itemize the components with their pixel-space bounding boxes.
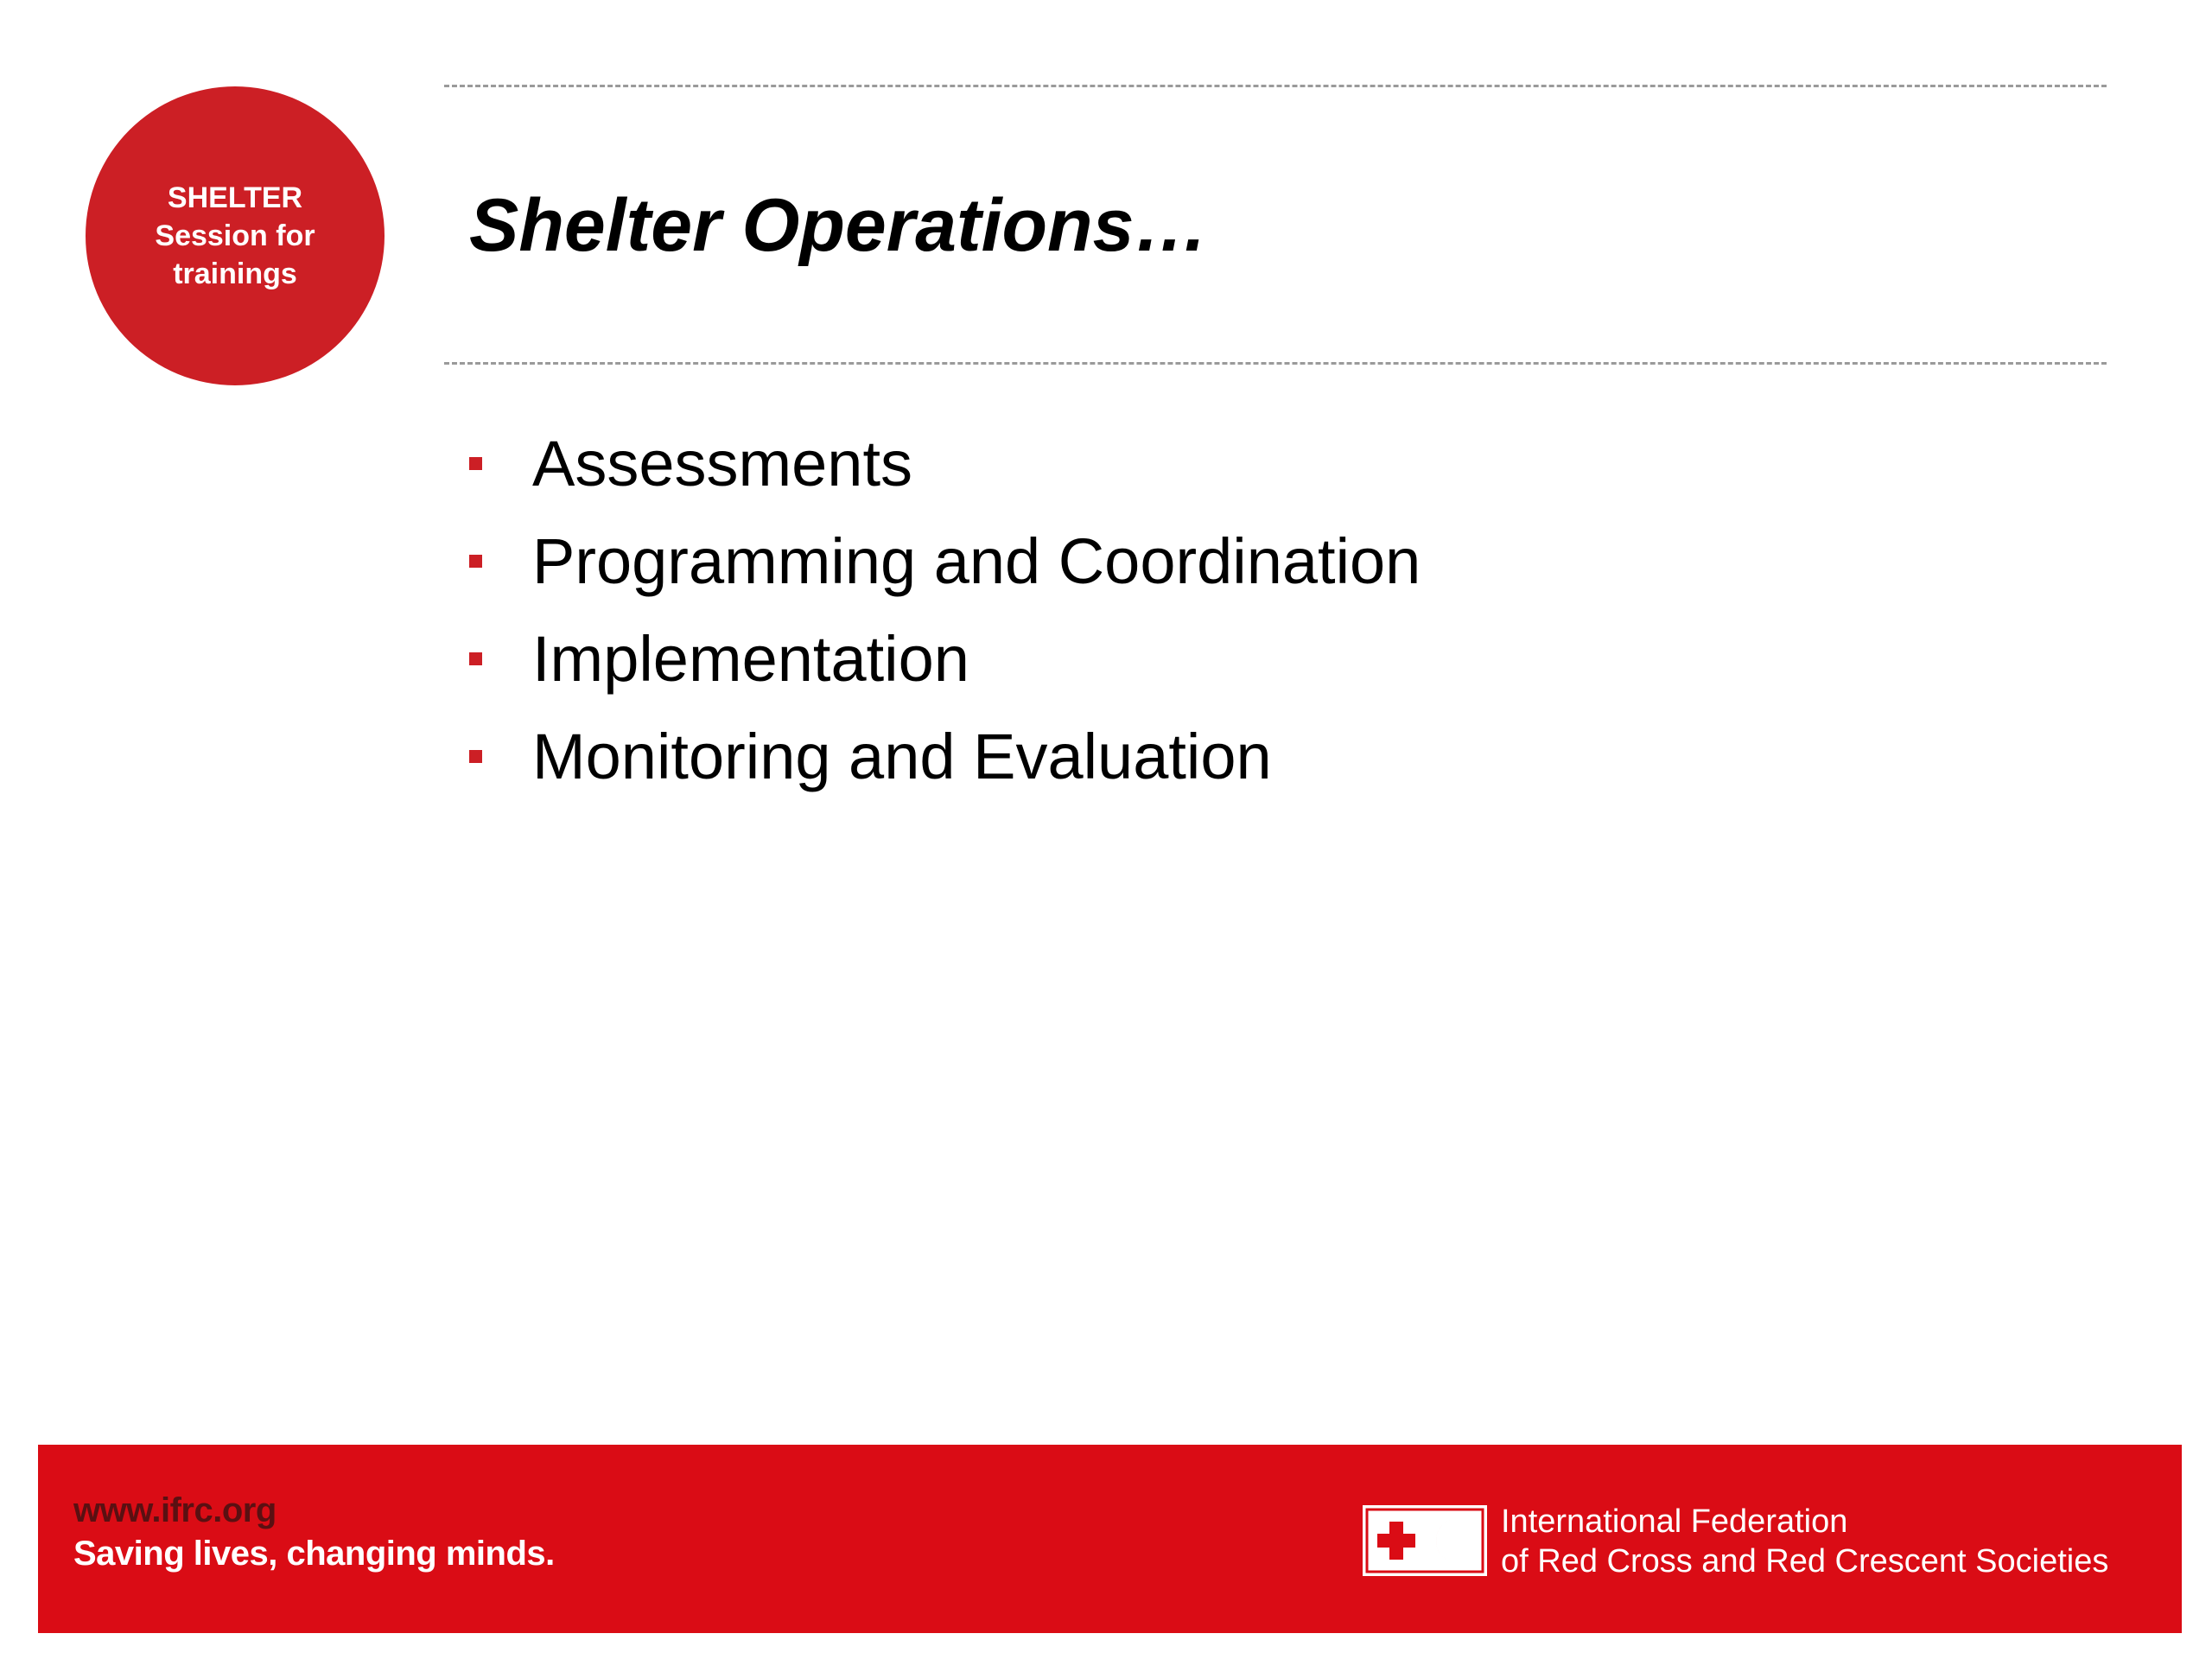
bullet-item: [469, 708, 1421, 805]
square-bullet-icon: [469, 457, 482, 470]
bullet-item: [469, 610, 1421, 708]
org-name-line-2: of Red Cross and Red Crescent Societies: [1501, 1543, 2109, 1580]
bullet-text: Programming and Coordination: [532, 524, 1421, 597]
session-badge: [86, 86, 385, 385]
bullet-item: [469, 415, 1421, 512]
square-bullet-icon: [469, 652, 482, 665]
badge-line-3: trainings: [173, 257, 297, 290]
bullet-list: [469, 415, 1421, 805]
square-bullet-icon: [469, 555, 482, 568]
square-bullet-icon: [469, 750, 482, 763]
bullet-item: [469, 512, 1421, 610]
org-name-line-1: International Federation: [1501, 1503, 1848, 1540]
title-top-divider: [444, 85, 2107, 87]
red-cross-red-crescent-icon: [1363, 1505, 1487, 1576]
bullet-text: Implementation: [532, 622, 969, 695]
badge-line-2: Session for: [155, 219, 315, 252]
badge-line-1: SHELTER: [167, 181, 303, 214]
footer-url: www.ifrc.org: [73, 1491, 276, 1529]
bullet-text: Monitoring and Evaluation: [532, 720, 1272, 792]
organization-name: [1501, 1502, 2108, 1581]
bullet-text: Assessments: [532, 427, 913, 499]
footer-tagline: Saving lives, changing minds.: [73, 1535, 555, 1573]
slide-title: Shelter Operations…: [469, 184, 1209, 267]
footer-banner: [38, 1445, 2182, 1633]
title-bottom-divider: [444, 362, 2107, 365]
